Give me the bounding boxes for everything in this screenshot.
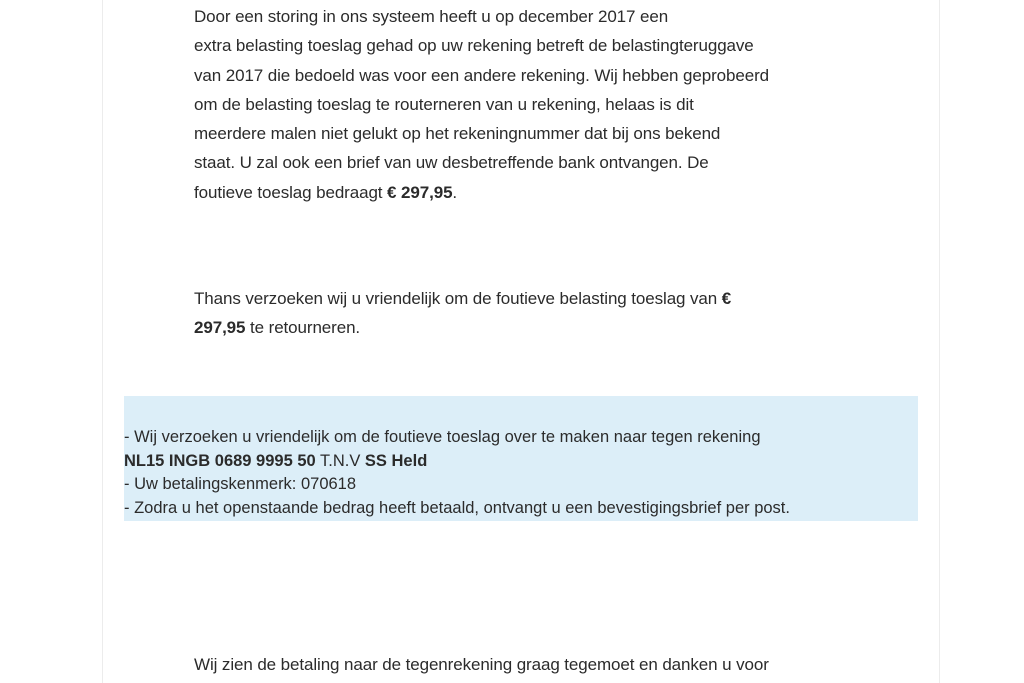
text-line xyxy=(194,284,854,313)
instruction-line: - Uw betalingskenmerk: 070618 xyxy=(124,475,357,493)
amount-value: 297,95 xyxy=(194,318,246,338)
text-line: staat. U zal ook een brief van uw desbetreffende bank ontvangen. De xyxy=(194,153,709,173)
tnv-label: T.N.V xyxy=(315,451,365,470)
text-line: Wij zien de betaling naar de tegenrekening graag tegemoet en danken u voor xyxy=(194,655,769,674)
text-line: extra belasting toeslag gehad op uw rekening betreft de belastingteruggave xyxy=(194,36,754,56)
account-line xyxy=(124,450,914,474)
text-line xyxy=(194,178,854,207)
amount-value: € 297,95 xyxy=(387,182,453,202)
closing-paragraph xyxy=(194,650,854,679)
request-paragraph xyxy=(194,284,854,343)
text-line: Door een storing in ons systeem heeft u op december 2017 een xyxy=(194,7,669,26)
request-text: te retourneren. xyxy=(245,318,361,338)
intro-paragraph xyxy=(194,2,854,207)
currency-symbol: € xyxy=(721,289,732,308)
account-holder: SS Held xyxy=(364,451,428,470)
account-number: NL15 INGB 0689 9995 50 xyxy=(124,451,316,470)
payment-instructions xyxy=(124,426,914,520)
instruction-line: - Zodra u het openstaande bedrag heeft betaald, ontvangt u een bevestigingsbrief per post. xyxy=(124,498,790,517)
instruction-line: - Wij verzoeken u vriendelijk om de foutieve toeslag over te maken naar tegen rekening xyxy=(124,428,761,446)
request-text: Thans verzoeken wij u vriendelijk om de foutieve belasting toeslag van xyxy=(194,289,722,308)
amount-prefix: foutieve toeslag bedraagt xyxy=(194,182,388,202)
text-line xyxy=(194,313,854,342)
text-line: om de belasting toeslag te routerneren van u rekening, helaas is dit xyxy=(194,94,694,114)
amount-suffix: . xyxy=(452,182,458,202)
text-line: van 2017 die bedoeld was voor een andere rekening. Wij hebben geprobeerd xyxy=(194,65,769,85)
text-line: meerdere malen niet gelukt op het rekeningnummer dat bij ons bekend xyxy=(194,124,721,144)
